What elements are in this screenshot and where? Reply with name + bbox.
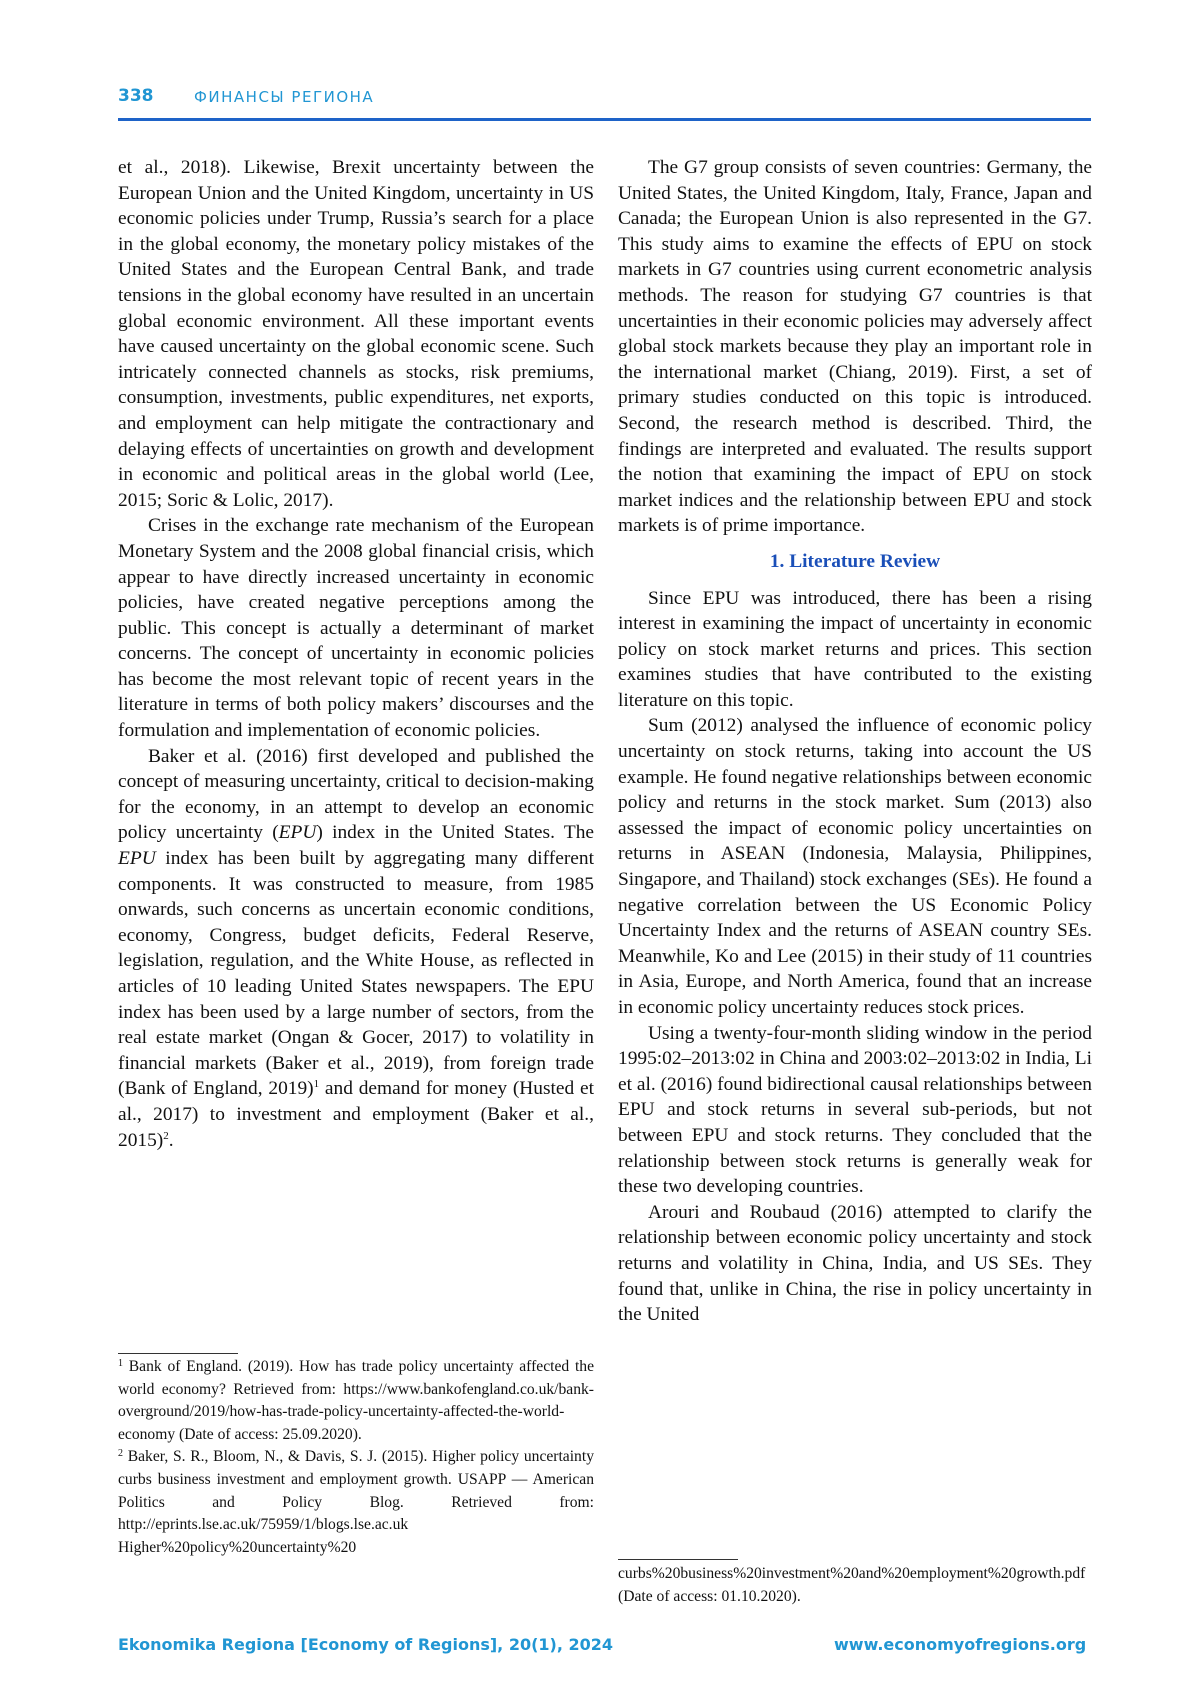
footnote: [118, 1446, 594, 1559]
text-run: Baker et al. (2016) first developed and published the concept of measuring uncertainty, critical to decision-making for the economy, in an attempt to develop an economic policy uncertainty (: [118, 745, 594, 844]
paragraph: [118, 744, 594, 1154]
paragraph: Sum (2012) analysed the influence of economic policy uncertainty on stock returns, taking into account the US example. He found negative relationships between economic policy and returns in the stock market. Sum (2013) also assessed the impact of economic policy uncertainties on returns in ASEAN (Indonesia, Malaysia, Philippines, Singapore, and Thailand) stock exchanges (SEs). He found a negative correlation between the US Economic Policy Uncertainty Index and the returns of ASEAN country SEs. Meanwhile, Ko and Lee (2015) in their study of 11 countries in Asia, Europe, and North America, found that an increase in economic policy uncertainty reduces stock prices.: [618, 715, 1092, 1018]
footnote-ref[interactable]: 2: [163, 1129, 169, 1142]
paragraph: et al., 2018). Likewise, Brexit uncertainty between the European Union and the United Kingdom, uncertainty in US economic policies under Trump, Russia’s search for a place in the global economy, the monetary policy mistakes of the United States and the European Central Bank, and trade tensions in the global economy have resulted in an uncertain global economic environment. All these important events have caused uncertainty on the global economic scene. Such intricately connected channels as stocks, risk premiums, consumption, investments, public expenditures, net exports, and employment can help mitigate the contractionary and delaying effects of uncertainties on growth and development in economic and political areas in the global world (Lee, 2015; Soric & Lolic, 2017).: [118, 157, 594, 511]
section-title: ФИНАНСЫ РЕГИОНА: [194, 88, 375, 106]
footnote-rule: [618, 1559, 738, 1560]
header-rule: [118, 118, 1091, 121]
text-run: index has been built by aggregating many different components. It was constructed to measure, from 1985 onwards, such concerns as uncertain economic conditions, economy, Congress, budget deficits, Federal Reserve, legislation, regulation, and the White House, as reflected in articles of 10 leading United States newspapers. The EPU index has been used by a large number of sectors, from the real estate market (Ongan & Gocer, 2017) to volatility in financial markets (Baker et al., 2019), from foreign trade (Bank of England, 2019): [118, 848, 594, 1100]
text-run: .: [168, 1129, 174, 1151]
footer-url[interactable]: www.economyofregions.org: [834, 1635, 1087, 1654]
running-header: [118, 86, 1091, 118]
footnotes-left: [118, 1356, 594, 1559]
page-number: 338: [118, 86, 154, 106]
paragraph: The G7 group consists of seven countries: Germany, the United States, the United Kingdom, Italy, France, Japan and Canada; the European Union is also represented in the G7. This study aims to examine the effects of EPU on stock markets in G7 countries using current econometric analysis methods. The reason for studying G7 countries is that uncertainties in their economic policies may adversely affect global stock markets because they play an important role in the international market (Chiang, 2019). First, a set of primary studies conducted on this topic is introduced. Second, the research method is described. Third, the findings are interpreted and evaluated. The results support the notion that examining the impact of EPU on stock market indices and the relationship between EPU and stock markets is of prime importance.: [618, 157, 1092, 537]
footnote-text: Bank of England. (2019). How has trade policy uncertainty affected the world economy? Retrieved from: https://www.bankofengland.co.uk/bank-overground/2019/how-has-trade-policy-uncertainty-affected-the-world-economy (Date of access: 25.09.2020).: [118, 1358, 594, 1443]
footnote-ref[interactable]: 1: [313, 1078, 320, 1091]
italic-term: EPU: [278, 822, 317, 844]
paragraph: Crises in the exchange rate mechanism of the European Monetary System and the 2008 global financial crisis, which appear to have directly increased uncertainty in economic policies, have created negative perceptions among the public. This concept is actually a determinant of market concerns. The concept of uncertainty in economic policies has become the most relevant topic of recent years in the literature in terms of both policy makers’ discourses and the formulation and implementation of economic policies.: [118, 515, 594, 742]
right-column: [618, 155, 1092, 1328]
paragraph: Arouri and Roubaud (2016) attempted to clarify the relationship between economic policy uncertainty and stock returns and volatility in China, India, and US SEs. They found that, unlike in China, the rise in policy uncertainty in the United: [618, 1201, 1092, 1326]
footnote-mark: 1: [118, 1358, 123, 1369]
footnote-mark: 2: [118, 1448, 123, 1460]
footnote-continuation: curbs%20business%20investment%20and%20employment%20growth.pdf (Date of access: 01.10.2020).: [618, 1565, 1086, 1605]
paragraph: Since EPU was introduced, there has been a rising interest in examining the impact of uncertainty in economic policy on stock market returns and prices. This section examines studies that have contributed to the existing literature on this topic.: [618, 587, 1092, 711]
footnote-text: Baker, S. R., Bloom, N., & Davis, S. J. (2015). Higher policy uncertainty curbs business investment and employment growth. USAPP — American Politics and Policy Blog. Retrieved from: http://eprints.lse.ac.uk/75959/1/blogs.lse.ac.uk Higher%20policy%20uncertainty%20: [118, 1448, 594, 1556]
text-run: ) index in the United States. The: [316, 822, 594, 844]
footnotes-right: [618, 1563, 1092, 1608]
paragraph: Using a twenty-four-month sliding window in the period 1995:02–2013:02 in China and 2003:02–2013:02 in India, Li et al. (2016) found bidirectional causal relationships between EPU and stock returns in several sub-periods, but not between EPU and stock returns. They concluded that the relationship between stock returns is generally weak for these two developing countries.: [618, 1022, 1092, 1198]
section-heading: 1. Literature Review: [769, 550, 941, 572]
footnote-rule: [118, 1353, 238, 1354]
italic-term: EPU: [118, 848, 156, 870]
footer-journal: Ekonomika Regiona [Economy of Regions], 20(1), 2024: [118, 1635, 614, 1654]
left-column: [118, 155, 594, 1153]
text-run: and demand for money (Husted et al., 2017) to investment and employment (Baker et al., 2015): [118, 1078, 595, 1151]
footnote: [118, 1356, 594, 1446]
